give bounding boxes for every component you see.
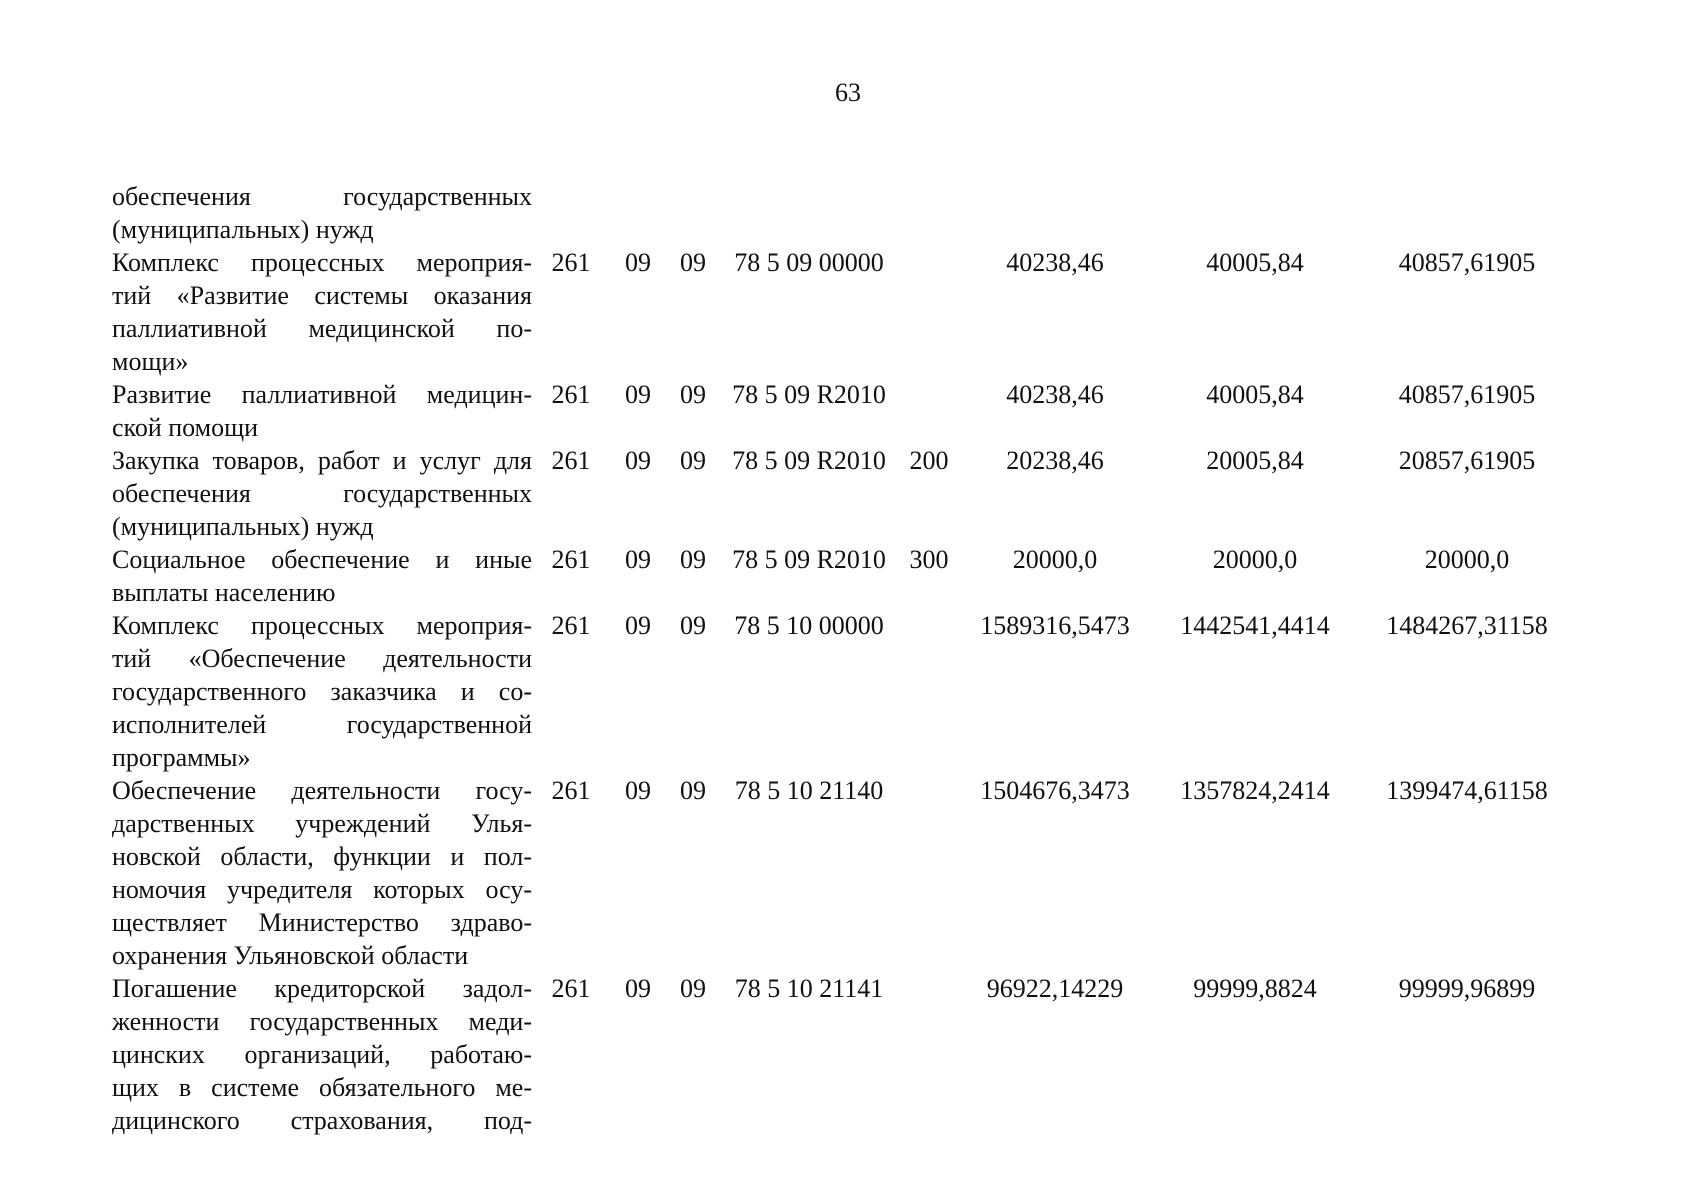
section-code: 09 [625, 545, 651, 574]
amount-year-1: 20000,0 [1012, 545, 1098, 574]
row-name-line: дарственных учреждений Улья- [112, 809, 532, 838]
row-name-line: Развитие паллиативной медицин- [112, 380, 532, 409]
expense-type-code: 200 [909, 446, 949, 475]
row-name-line: выплаты населению [112, 578, 336, 607]
budget-table [112, 180, 1574, 1137]
table-row [112, 972, 1574, 1137]
row-name-line: (муниципальных) нужд [112, 512, 374, 541]
page-number: 63 [835, 78, 861, 107]
table-row [112, 180, 1574, 246]
section-code: 09 [625, 248, 651, 277]
subsection-code: 09 [680, 545, 706, 574]
row-name-line: тий «Обеспечение деятельности [112, 644, 532, 673]
row-name [112, 543, 532, 609]
amount-year-3: 1399474,61158 [1386, 776, 1548, 805]
amount-year-1: 96922,14229 [986, 974, 1124, 1003]
row-name-line: Погашение кредиторской задол- [112, 974, 532, 1003]
expense-type-code [898, 972, 960, 1137]
expense-type-code [898, 378, 960, 444]
admin-code: 261 [551, 446, 591, 475]
expense-type-code: 300 [909, 545, 949, 574]
amount-year-2: 40005,84 [1206, 248, 1304, 277]
amount-year-1: 1589316,5473 [980, 611, 1130, 640]
expense-type-code [898, 609, 960, 774]
target-article-code: 78 5 09 R2010 [732, 446, 886, 475]
subsection-code: 09 [680, 974, 706, 1003]
row-name [112, 444, 532, 543]
section-code: 09 [625, 776, 651, 805]
admin-code: 261 [551, 248, 591, 277]
amount-year-3: 20857,61905 [1398, 446, 1536, 475]
table-row [112, 378, 1574, 444]
row-name-line: государственного заказчика и со- [112, 677, 532, 706]
section-code: 09 [625, 380, 651, 409]
amount-year-3 [1360, 180, 1574, 246]
row-name-line: Обеспечение деятельности госу- [112, 776, 532, 805]
target-article-code: 78 5 09 00000 [734, 248, 884, 277]
amount-year-1: 40238,46 [1006, 380, 1104, 409]
amount-year-1 [960, 180, 1150, 246]
expense-type-code [898, 774, 960, 972]
row-name-line: программы» [112, 743, 251, 772]
section-code [610, 180, 666, 246]
subsection-code: 09 [680, 446, 706, 475]
amount-year-2: 20005,84 [1206, 446, 1304, 475]
section-code: 09 [625, 611, 651, 640]
row-name-line: паллиативной медицинской по- [112, 314, 532, 343]
table-body [112, 180, 1574, 1137]
table-row [112, 609, 1574, 774]
subsection-code: 09 [680, 380, 706, 409]
admin-code: 261 [551, 776, 591, 805]
amount-year-2: 99999,8824 [1193, 974, 1317, 1003]
admin-code: 261 [551, 545, 591, 574]
target-article-code [720, 180, 898, 246]
row-name-line: Социальное обеспечение и иные [112, 545, 532, 574]
table-row [112, 444, 1574, 543]
amount-year-2: 40005,84 [1206, 380, 1304, 409]
row-name-line: цинских организаций, работаю- [112, 1040, 532, 1069]
amount-year-3: 40857,61905 [1398, 248, 1536, 277]
table-row [112, 246, 1574, 378]
row-name [112, 774, 532, 972]
section-code: 09 [625, 446, 651, 475]
row-name-line: Комплекс процессных мероприя- [112, 611, 532, 640]
row-name-line: дицинского страхования, под- [112, 1106, 532, 1135]
row-name-line: Закупка товаров, работ и услуг для [112, 446, 532, 475]
subsection-code: 09 [680, 611, 706, 640]
target-article-code: 78 5 10 21140 [734, 776, 884, 805]
row-name [112, 246, 532, 378]
row-name-line: исполнителей государственной [112, 710, 532, 739]
row-name [112, 378, 532, 444]
row-name-line: щих в системе обязательного ме- [112, 1073, 532, 1102]
admin-code: 261 [551, 380, 591, 409]
amount-year-2 [1150, 180, 1360, 246]
row-name [112, 180, 532, 246]
expense-type-code [898, 246, 960, 378]
admin-code: 261 [551, 974, 591, 1003]
target-article-code: 78 5 09 R2010 [732, 380, 886, 409]
amount-year-2: 1442541,4414 [1180, 611, 1330, 640]
row-name [112, 609, 532, 774]
row-name-line: охранения Ульяновской области [112, 941, 469, 970]
amount-year-3: 40857,61905 [1398, 380, 1536, 409]
admin-code: 261 [551, 611, 591, 640]
subsection-code [666, 180, 720, 246]
amount-year-2: 1357824,2414 [1180, 776, 1330, 805]
row-name-line: обеспечения государственных [112, 479, 532, 508]
amount-year-1: 20238,46 [1006, 446, 1104, 475]
row-name-line: ской помощи [112, 413, 259, 442]
amount-year-3: 1484267,31158 [1386, 611, 1548, 640]
target-article-code: 78 5 10 21141 [734, 974, 884, 1003]
expense-type-code [898, 180, 960, 246]
amount-year-3: 20000,0 [1424, 545, 1510, 574]
target-article-code: 78 5 09 R2010 [732, 545, 886, 574]
row-name-line: новской области, функции и пол- [112, 842, 532, 871]
target-article-code: 78 5 10 00000 [734, 611, 884, 640]
row-name-line: женности государственных меди- [112, 1007, 532, 1036]
row-name [112, 972, 532, 1137]
row-name-line: ществляет Министерство здраво- [112, 908, 532, 937]
section-code: 09 [625, 974, 651, 1003]
amount-year-2: 20000,0 [1212, 545, 1298, 574]
row-name-line: тий «Развитие системы оказания [112, 281, 532, 310]
table-row [112, 774, 1574, 972]
subsection-code: 09 [680, 248, 706, 277]
row-name-line: мощи» [112, 347, 189, 376]
row-name-line: Комплекс процессных мероприя- [112, 248, 532, 277]
row-name-line: номочия учредителя которых осу- [112, 875, 532, 904]
row-name-line: (муниципальных) нужд [112, 215, 374, 244]
amount-year-1: 1504676,3473 [980, 776, 1130, 805]
amount-year-1: 40238,46 [1006, 248, 1104, 277]
table-row [112, 543, 1574, 609]
row-name-line: обеспечения государственных [112, 182, 532, 211]
subsection-code: 09 [680, 776, 706, 805]
amount-year-3: 99999,96899 [1398, 974, 1536, 1003]
admin-code [532, 180, 610, 246]
